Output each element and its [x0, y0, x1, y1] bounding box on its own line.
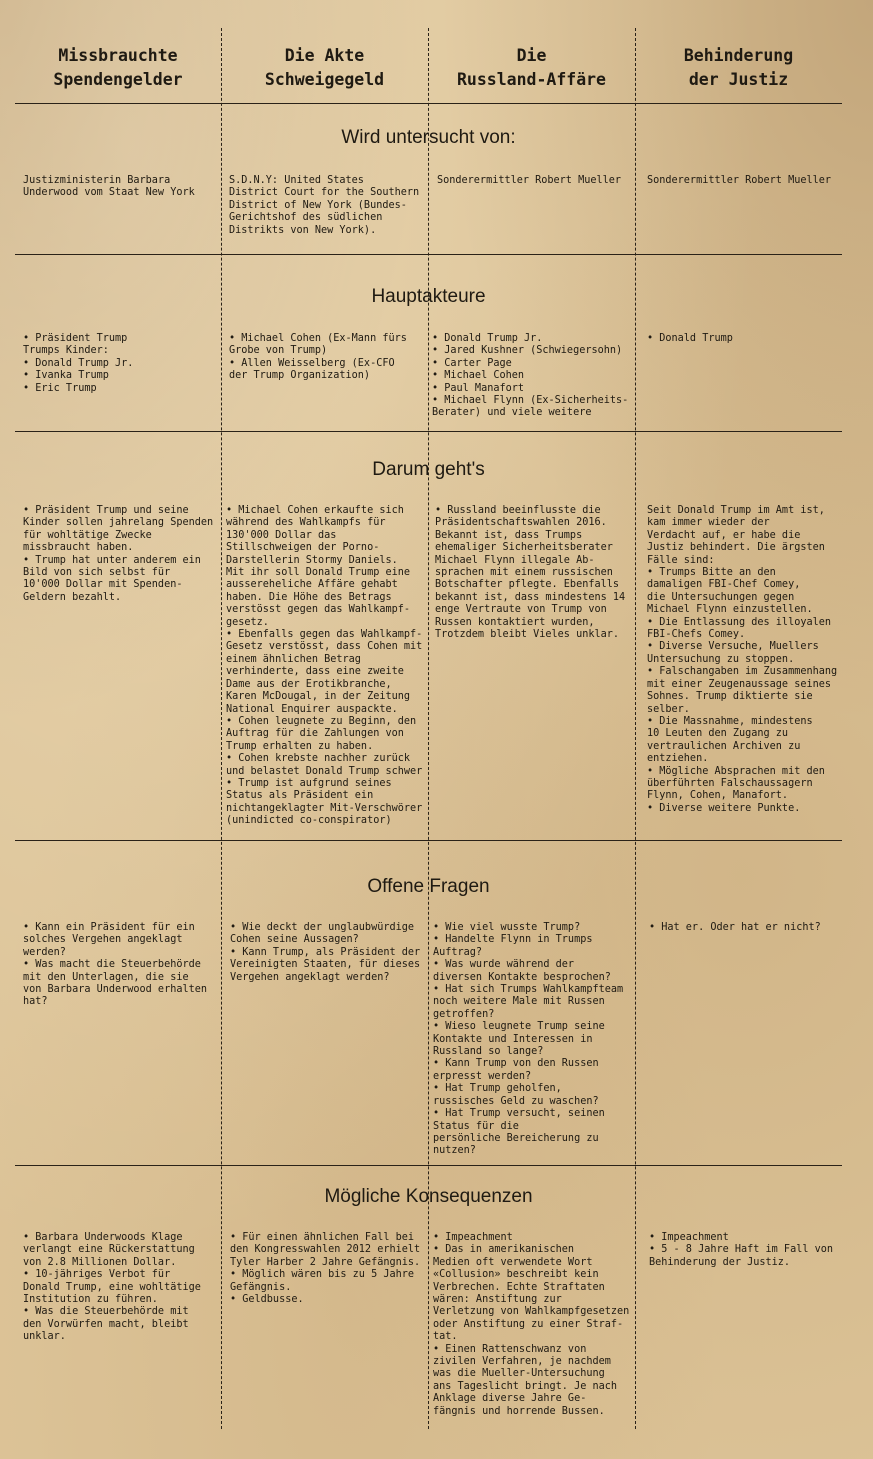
- section-title-hauptakteure: Hauptakteure: [371, 286, 486, 307]
- column-header-schweigegeld: Die Akte Schweigegeld: [264, 46, 385, 89]
- cell-hauptakteure-russland: • Donald Trump Jr. • Jared Kushner (Schwiegersohn) • Carter Page • Michael Cohen • Paul Manafort • Michael Flynn (Ex-Sicherheits- Berater) und viele weitere: [432, 333, 629, 419]
- cell-fragen-spendengelder: • Kann ein Präsident für ein solches Vergehen angeklagt werden? • Was macht die Steuerbehörde mit den Unterlagen, die sie von Barbara Underwood erhalten hat?: [23, 922, 208, 1008]
- cell-darum-spendengelder: • Präsident Trump und seine Kinder sollen jahrelang Spenden für wohltätige Zwecke missbraucht haben. • Trump hat unter anderem ein Bild von sich selbst für 10'000 Dollar mit Spenden- Geldern bezahlt.: [23, 505, 214, 603]
- section-title-darum: Darum geht's: [372, 459, 485, 480]
- cell-hauptakteure-justiz: • Donald Trump: [647, 333, 733, 344]
- column-separator-1: [221, 28, 222, 1429]
- cell-fragen-schweigegeld: • Wie deckt der unglaubwürdige Cohen seine Aussagen? • Kann Trump, als Präsident der Vereinigten Staaten, für dieses Vergehen angeklagt werden?: [230, 922, 421, 983]
- cell-darum-russland: • Russland beeinflusste die Präsidentschaftswahlen 2016. Bekannt ist, dass Trumps ehemaliger Sicherheitsberater Michael Flynn illegale Ab- sprachen mit einem russischen Botschafter pflegte. Ebenfalls bekannt ist, dass mindestens 14 enge Vertraute von Trump von Russen kontaktiert wurden, Trotzdem bleibt Vieles unklar.: [435, 505, 626, 641]
- section-divider-2: [15, 431, 842, 432]
- cell-fragen-justiz: • Hat er. Oder hat er nicht?: [649, 922, 821, 933]
- cell-konsequenzen-spendengelder: • Barbara Underwoods Klage verlangt eine Rückerstattung von 2.8 Millionen Dollar. • 10-jähriges Verbot für Donald Trump, eine wohltätige Institution zu führen. • Was die Steuerbehörde mit den Vorwürfen macht, bleibt unklar.: [23, 1232, 201, 1343]
- cell-hauptakteure-spendengelder: • Präsident Trump Trumps Kinder: • Donald Trump Jr. • Ivanka Trump • Eric Trump: [23, 333, 134, 394]
- column-header-spendengelder: Missbrauchte Spendengelder: [53, 46, 183, 89]
- cell-untersucht-russland: Sonderermittler Robert Mueller: [437, 175, 622, 186]
- column-separator-3: [635, 28, 636, 1429]
- cell-konsequenzen-schweigegeld: • Für einen ähnlichen Fall bei den Kongresswahlen 2012 erhielt Tyler Harber 2 Jahre Gefängnis. • Möglich wären bis zu 5 Jahre Gefängnis. • Geldbusse.: [230, 1232, 421, 1306]
- cell-untersucht-justiz: Sonderermittler Robert Mueller: [647, 175, 832, 186]
- column-header-russland: Die Russland-Affäre: [456, 46, 606, 89]
- cell-konsequenzen-russland: • Impeachment • Das in amerikanischen Medien oft verwendete Wort «Collusion» beschreibt kein Verbrechen. Echte Straftaten wären: Anstiftung zur Verletzung von Wahlkampfgesetzen oder Anstiftung zu einer Straf- tat. • Einen Rattenschwanz von zivilen Verfahren, je nachdem was die Mueller-Untersuchung ans Tageslicht bringt. Je nach Anklage diverse Jahre Ge- fängnis und horrende Bussen.: [433, 1232, 630, 1417]
- cell-darum-schweigegeld: • Michael Cohen erkaufte sich während des Wahlkampfs für 130'000 Dollar das Stillschweigen der Porno- Darstellerin Stormy Daniels. Mit ihr soll Donald Trump eine ausserehеliche Affäre gehabt haben. Die Höhe des Betrags verstösst gegen das Wahlkampf- gesetz. • Ebenfalls gegen das Wahlkampf- Gesetz verstösst, dass Cohen mit einem ähnlichen Betrag verhinderte, dass eine zweite Dame aus der Erotikbranche, Karen McDougal, in der Zeitung National Enquirer auspackte. • Cohen leugnete zu Beginn, den Auftrag für die Zahlungen von Trump erhalten zu haben. • Cohen krebste nachher zurück und belastet Donald Trump schwer • Trump ist aufgrund seines Status als Präsident ein nichtangeklagter Mit-Verschwörer (unindicted co-conspirator): [226, 505, 423, 827]
- cell-fragen-russland: • Wie viel wusste Trump? • Handelte Flynn in Trumps Auftrag? • Was wurde während der diversen Kontakte besprochen? • Hat sich Trumps Wahlkampfteam noch weitere Male mit Russen getroffen? • Wieso leugnete Trump seine Kontakte und Interessen in Russland so lange? • Kann Trump von den Russen erpresst werden? • Hat Trump geholfen, russisches Geld zu waschen? • Hat Trump versucht, seinen Status für die persönliche Bereicherung zu nutzen?: [433, 922, 624, 1157]
- cell-untersucht-schweigegeld: S.D.N.Y: United States District Court for the Southern District of New York (Bundes- Gerichtshof des südlichen Distrikts von New York).: [229, 175, 420, 236]
- section-title-offene-fragen: Offene Fragen: [367, 876, 490, 897]
- column-header-justiz: Behinderung der Justiz: [683, 46, 794, 89]
- header-divider: [15, 103, 842, 104]
- section-title-untersucht: Wird untersucht von:: [341, 127, 516, 148]
- cell-konsequenzen-justiz: • Impeachment • 5 - 8 Jahre Haft im Fall von Behinderung der Justiz.: [649, 1232, 834, 1268]
- section-divider-1: [15, 254, 842, 255]
- section-title-konsequenzen: Mögliche Konsequenzen: [324, 1186, 533, 1207]
- column-separator-2: [428, 28, 429, 1429]
- section-divider-3: [15, 840, 842, 841]
- cell-hauptakteure-schweigegeld: • Michael Cohen (Ex-Mann fürs Grobe von Trump) • Allen Weisselberg (Ex-CFO der Trump Organization): [229, 333, 407, 382]
- cell-untersucht-spendengelder: Justizministerin Barbara Underwood vom Staat New York: [23, 175, 195, 199]
- column-header-row: [15, 44, 842, 102]
- cell-darum-justiz: Seit Donald Trump im Amt ist, kam immer wieder der Verdacht auf, er habe die Justiz behindert. Die ärgsten Fälle sind: • Trumps Bitte an den damaligen FBI-Chef Comey, die Untersuchungen gegen Michael Flynn einzustellen. • Die Entlassung des illoyalen FBI-Chefs Comey. • Diverse Versuche, Muellers Untersuchung zu stoppen. • Falschangaben im Zusammenhang mit einer Zeugenaussage seines Sohnes. Trump diktierte sie selber. • Die Massnahme, mindestens 10 Leuten den Zugang zu vertraulichen Archiven zu entziehen. • Mögliche Absprachen mit den überführten Falschaussagern Flynn, Cohen, Manafort. • Diverse weitere Punkte.: [647, 505, 838, 814]
- section-divider-4: [15, 1165, 842, 1166]
